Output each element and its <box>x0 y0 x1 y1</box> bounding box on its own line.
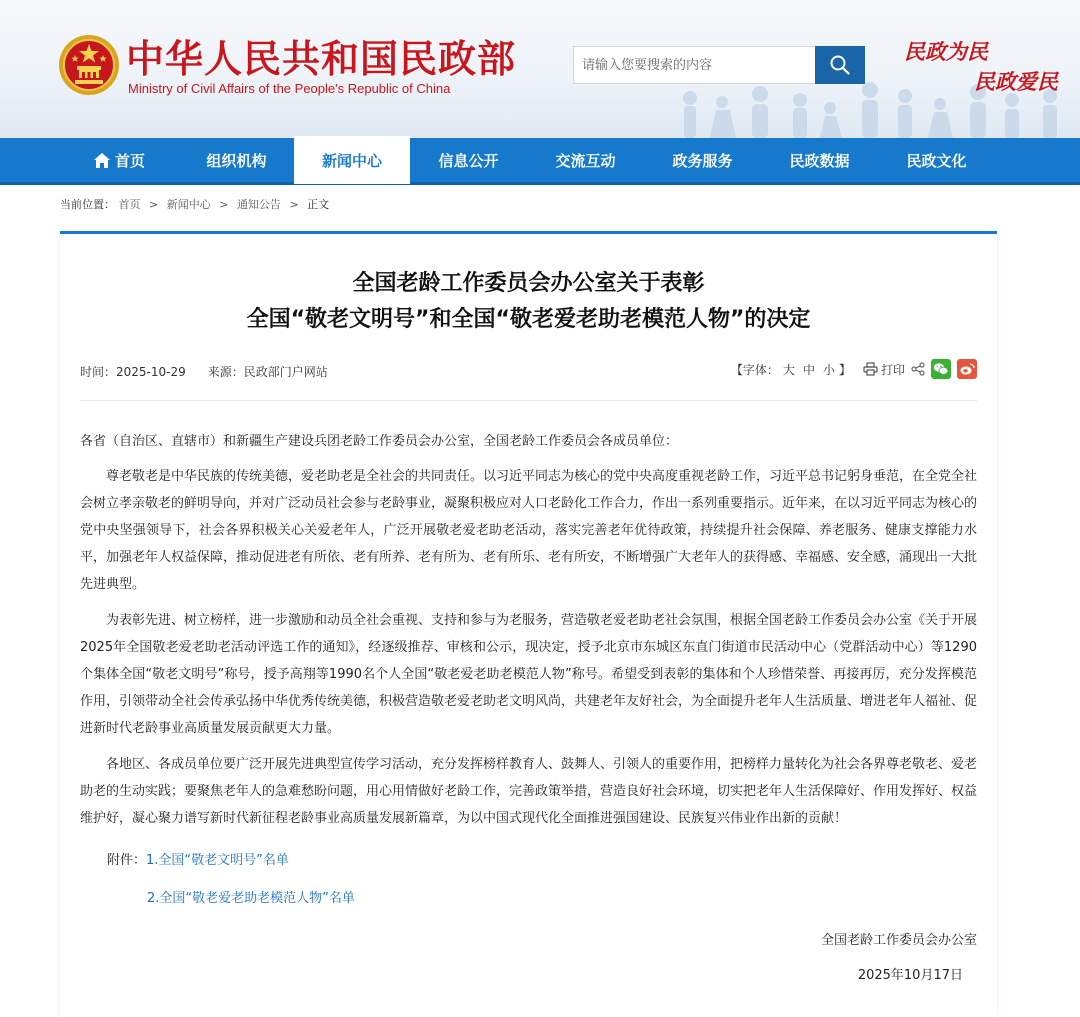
slogan-line-1: 民政为民 <box>904 39 988 64</box>
breadcrumb-separator: > <box>149 198 159 211</box>
breadcrumb-home[interactable]: 首页 <box>118 198 141 211</box>
print-label: 打印 <box>880 362 905 377</box>
nav-item-interaction[interactable]: 交流互动 <box>555 151 616 170</box>
print-button[interactable] <box>863 361 905 378</box>
article-source: 来源：民政部门户网站 <box>207 365 328 379</box>
breadcrumb-lead: 当前位置： <box>60 198 115 211</box>
site-title-english: Ministry of Civil Affairs of the People's Republic of China <box>128 81 451 96</box>
breadcrumb-separator: > <box>219 198 229 211</box>
article-title <box>60 266 997 338</box>
meta-divider <box>80 400 977 401</box>
signature-org: 全国老龄工作委员会办公室 <box>820 933 977 948</box>
font-size-close: 】 <box>838 362 851 377</box>
article-title-line-1: 全国老龄工作委员会办公室关于表彰 <box>352 271 705 296</box>
national-emblem-logo <box>58 34 120 96</box>
attachment-link-1[interactable]: 1.全国“敬老文明号”名单 <box>146 853 289 868</box>
nav-item-organization[interactable]: 组织机构 <box>206 151 267 170</box>
breadcrumb-news-center[interactable]: 新闻中心 <box>166 198 211 211</box>
signature <box>821 929 977 988</box>
search-button[interactable] <box>815 46 865 84</box>
site-header <box>0 0 1080 138</box>
article-salutation: 各省（自治区、直辖市）和新疆生产建设兵团老龄工作委员会办公室，全国老龄工作委员会各成员单位： <box>80 434 679 449</box>
article-title-line-2: 全国“敬老文明号”和全国“敬老爱老助老模范人物”的决定 <box>246 307 811 332</box>
search-input[interactable] <box>573 46 815 84</box>
article-paragraph: 尊老敬老是中华民族的传统美德，爱老助老是全社会的共同责任。以习近平同志为核心的党中央高度重视老龄工作，习近平总书记躬身垂范，在全党全社会树立孝亲敬老的鲜明导向，并对广泛动员社会参与老龄事业，凝聚积极应对人口老龄化工作合力，作出一系列重要指示。近年来，在以习近平同志为核心的党中央坚强领导下，社会各界积极关心关爱老年人，广泛开展敬老爱老助老活动，落实完善老年优待政策，持续提升社会保障、养老服务、健康支撑能力水平，加强老年人权益保障，推动促进老有所依、老有所养、老有所为、老有所乐、老有所安，不断增强广大老年人的获得感、幸福感、安全感，涌现出一大批先进典型。 <box>80 469 978 592</box>
font-size-large[interactable]: 大 <box>782 362 795 377</box>
article-meta <box>80 359 977 383</box>
nav-item-label: 首页 <box>114 151 145 170</box>
home-icon <box>93 152 111 169</box>
font-size-label: 【字体： <box>730 362 779 377</box>
slogan-line-2: 民政爱民 <box>974 69 1058 94</box>
font-size-medium[interactable]: 中 <box>802 362 815 377</box>
publish-time: 时间：2025-10-29 <box>80 365 186 379</box>
wechat-share-icon[interactable] <box>931 359 951 379</box>
attachments <box>107 849 355 911</box>
attachments-label: 附件： <box>107 853 147 868</box>
share-icon[interactable] <box>911 362 925 376</box>
signature-date: 2025年10月17日 <box>857 968 963 983</box>
breadcrumb-current: 正文 <box>307 198 330 211</box>
breadcrumb <box>60 196 329 212</box>
printer-icon <box>863 362 878 376</box>
nav-item-info-disclosure[interactable]: 信息公开 <box>438 151 499 170</box>
article-body <box>80 428 977 841</box>
main-nav <box>0 138 1080 185</box>
slogan <box>898 36 1078 98</box>
weibo-share-icon[interactable] <box>957 359 977 379</box>
breadcrumb-separator: > <box>289 198 299 211</box>
site-title-chinese[interactable]: 中华人民共和国民政部 <box>126 37 517 81</box>
article-card <box>60 231 997 1017</box>
article-paragraph: 为表彰先进、树立榜样，进一步激励和动员全社会重视、支持和参与为老服务，营造敬老爱老助老社会氛围，根据全国老龄工作委员会办公室《关于开展2025年全国敬老爱老助老活动评选工作的通知》，经逐级推荐、审核和公示，现决定，授予北京市东城区东直门街道市民活动中心（党群活动中心）等1290个集体全国“敬老文明号”称号，授予高翔等1990名个人全国“敬老爱老助老模范人物”称号。希望受到表彰的集体和个人珍惜荣誉、再接再厉，充分发挥模范作用，引领带动全社会传承弘扬中华优秀传统美德，积极营造敬老爱老助老文明风尚，共建老年友好社会，为全面提升老年人生活质量、增进老年人福祉、促进新时代老龄事业高质量发展贡献更大力量。 <box>80 613 978 736</box>
nav-item-civil-culture[interactable]: 民政文化 <box>906 151 967 170</box>
article-paragraph: 各地区、各成员单位要广泛开展先进典型宣传学习活动，充分发挥榜样教育人、鼓舞人、引领人的重要作用，把榜样力量转化为社会各界尊老敬老、爱老助老的生动实践；要聚焦老年人的急难愁盼问题，用心用情做好老龄工作，完善政策举措，营造良好社会环境，切实把老年人生活保障好、作用发挥好、权益维护好，凝心聚力谱写新时代新征程老龄事业高质量发展新篇章，为以中国式现代化全面推进强国建设、民族复兴伟业作出新的贡献！ <box>80 757 978 826</box>
nav-item-gov-services[interactable]: 政务服务 <box>672 151 733 170</box>
nav-item-home[interactable] <box>60 138 178 182</box>
breadcrumb-notices[interactable]: 通知公告 <box>236 198 281 211</box>
nav-item-civil-data[interactable]: 民政数据 <box>789 151 850 170</box>
font-size-small[interactable]: 小 <box>822 362 835 377</box>
search-icon <box>829 54 851 76</box>
nav-item-news-center[interactable]: 新闻中心 <box>294 136 410 184</box>
attachment-link-2[interactable]: 2.全国“敬老爱老助老模范人物”名单 <box>147 891 355 906</box>
